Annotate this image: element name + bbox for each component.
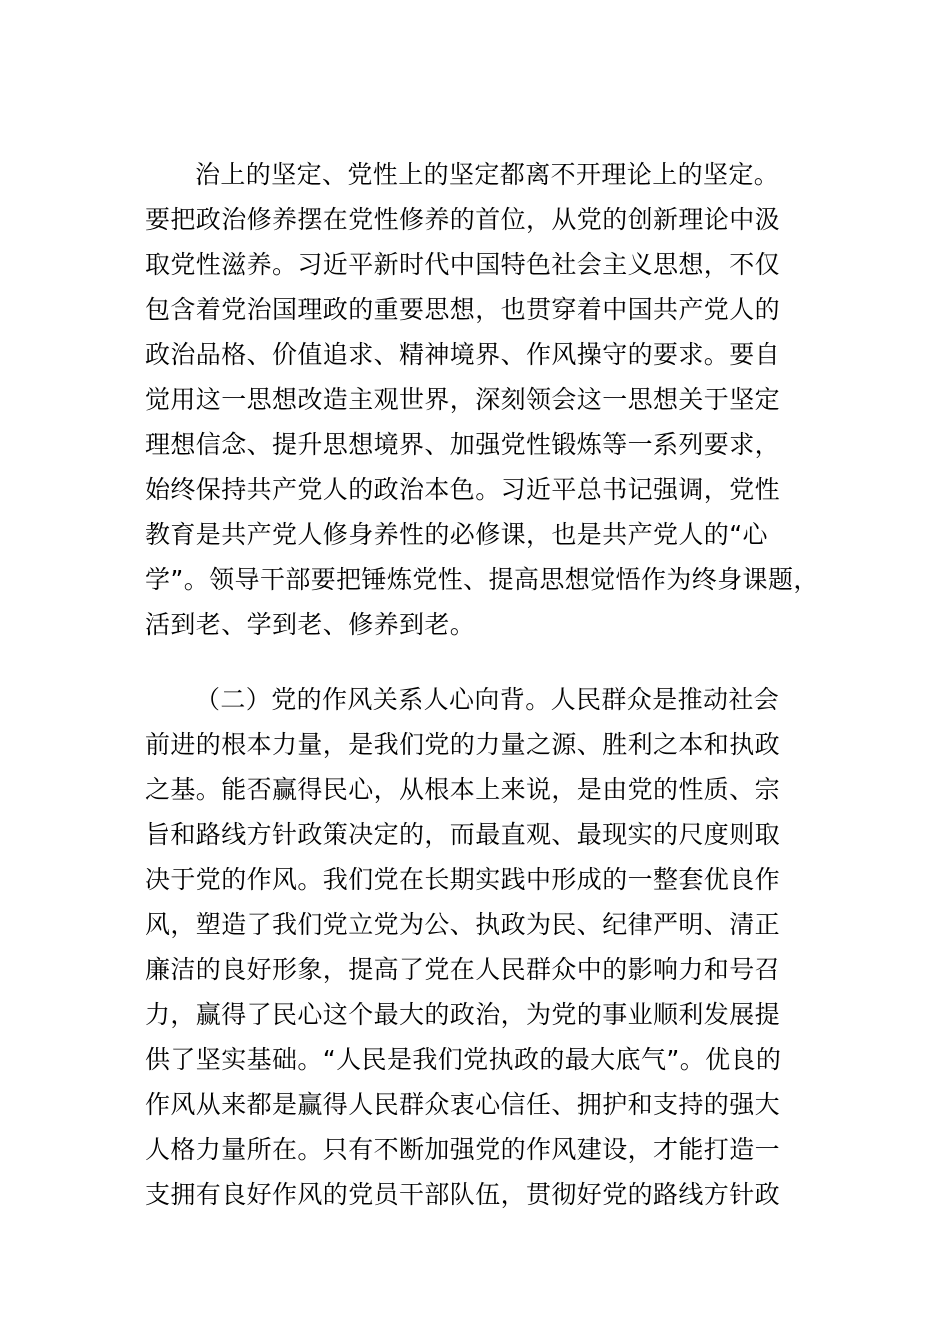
- paragraph-line: 风，塑造了我们党立党为公、执政为民、纪律严明、清正: [145, 910, 781, 939]
- paragraph-line: 人格力量所在。只有不断加强党的作风建设，才能打造一: [145, 1135, 781, 1164]
- paragraph-line: 前进的根本力量，是我们党的力量之源、胜利之本和执政: [145, 730, 781, 759]
- paragraph-line: 理想信念、提升思想境界、加强党性锻炼等一系列要求，: [145, 430, 781, 459]
- paragraph-line: 包含着党治国理政的重要思想，也贯穿着中国共产党人的: [145, 295, 781, 324]
- paragraph-line: 旨和路线方针政策决定的，而最直观、最现实的尺度则取: [145, 820, 781, 849]
- paragraph-line: 决于党的作风。我们党在长期实践中形成的一整套优良作: [145, 865, 781, 894]
- paragraph-line: 觉用这一思想改造主观世界，深刻领会这一思想关于坚定: [145, 385, 781, 414]
- paragraph-line: 支拥有良好作风的党员干部队伍，贯彻好党的路线方针政: [145, 1180, 781, 1209]
- paragraph-line: 力，赢得了民心这个最大的政治，为党的事业顺利发展提: [145, 1000, 781, 1029]
- paragraph-line: 政治品格、价值追求、精神境界、作风操守的要求。要自: [145, 340, 781, 369]
- paragraph-line: 活到老、学到老、修养到老。: [145, 610, 476, 639]
- paragraph-line: 治上的坚定、党性上的坚定都离不开理论上的坚定。: [195, 160, 780, 189]
- paragraph-line: 始终保持共产党人的政治本色。习近平总书记强调，党性: [145, 475, 781, 504]
- paragraph-line: 学”。领导干部要把锤炼党性、提高思想觉悟作为终身课题，: [145, 565, 819, 594]
- paragraph-line: 作风从来都是赢得人民群众衷心信任、拥护和支持的强大: [145, 1090, 781, 1119]
- paragraph-line: 要把政治修养摆在党性修养的首位，从党的创新理论中汲: [145, 205, 781, 234]
- paragraph-line: 廉洁的良好形象，提高了党在人民群众中的影响力和号召: [145, 955, 781, 984]
- paragraph-line: 教育是共产党人修身养性的必修课，也是共产党人的“心: [145, 520, 768, 549]
- paragraph-line: 之基。能否赢得民心，从根本上来说，是由党的性质、宗: [145, 775, 781, 804]
- paragraph-line: （二）党的作风关系人心向背。人民群众是推动社会: [195, 685, 780, 714]
- paragraph-line: 供了坚实基础。“人民是我们党执政的最大底气”。优良的: [145, 1045, 782, 1074]
- paragraph-line: 取党性滋养。习近平新时代中国特色社会主义思想，不仅: [145, 250, 781, 279]
